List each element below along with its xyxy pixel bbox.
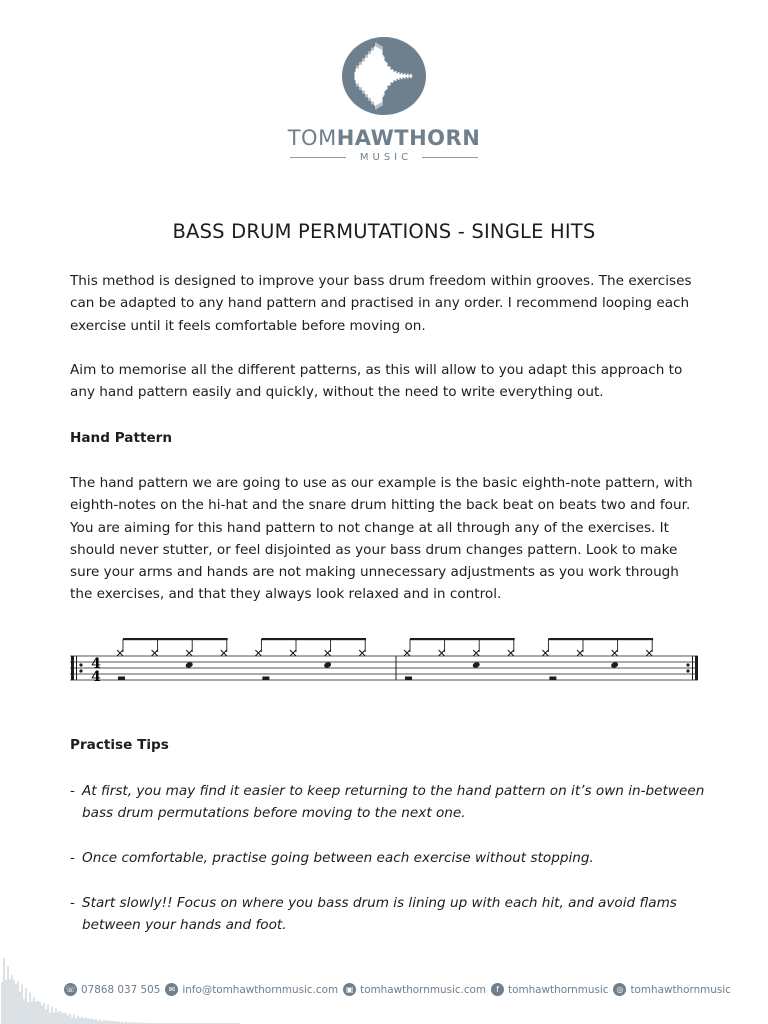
brand-name [0, 126, 768, 150]
snare-note [185, 661, 194, 668]
tip-text: Start slowly!! Focus on where you bass drum is lining up with each hit, and avoid flams between your hands and foot. [82, 895, 677, 934]
time-signature-bottom: 4 [91, 669, 101, 685]
list-item [70, 780, 710, 825]
footer-contacts [64, 983, 736, 996]
bass-drum-rest [118, 677, 125, 681]
waveform-decoration-icon [0, 928, 240, 1024]
repeat-bar-end [695, 656, 698, 680]
hihat-note [612, 650, 618, 656]
facebook-icon: f [491, 983, 504, 996]
instagram-text: tomhawthornmusic [630, 983, 731, 996]
hihat-note [117, 650, 123, 656]
hand-pattern-paragraph: The hand pattern we are going to use as our example is the basic eighth-note pattern, with eighth-notes on the hi-hat and the snare drum hitting the back beat on beats two and four. You are aiming for this hand pattern to not change at all through any of the exercises. It should never stutter, or feel disjointed as your bass drum changes pattern. Look to make sure your arms and hands are not making unnecessary adjustments as you work through the exercises, and that they always look relaxed and in control. [70, 475, 693, 603]
logo [0, 36, 768, 163]
hihat-note [542, 650, 548, 656]
list-bullet: - [70, 850, 75, 866]
hihat-note [577, 650, 583, 656]
website-icon: ▣ [343, 983, 356, 996]
hand-pattern-heading: Hand Pattern [70, 430, 173, 446]
waveform-logo-icon [341, 36, 427, 116]
repeat-dot [686, 669, 689, 672]
note-beam [548, 638, 653, 640]
bass-drum-rest [549, 677, 556, 681]
hihat-note [221, 650, 227, 656]
brand-sub-row [0, 152, 768, 163]
divider [422, 157, 478, 158]
footer-instagram[interactable] [613, 983, 730, 996]
email-icon: ✉ [165, 983, 178, 996]
hihat-note [152, 650, 158, 656]
hihat-note [290, 650, 296, 656]
repeat-bar-end-thin [692, 656, 693, 680]
footer-facebook[interactable] [491, 983, 608, 996]
intro-paragraph-1: This method is designed to improve your bass drum freedom within grooves. The exercises can be adapted to any hand pattern and practised in any order. I recommend looping each exercise until it feels comfortable before moving on. [70, 273, 692, 334]
repeat-bar-start-thin [76, 656, 77, 680]
drum-notation-staff [68, 632, 704, 688]
hihat-note [255, 650, 261, 656]
divider [290, 157, 346, 158]
snare-note [472, 661, 481, 668]
time-signature-top: 4 [91, 656, 101, 672]
note-beam [261, 638, 366, 640]
repeat-dot [686, 663, 689, 666]
brand-name-bold: HAWTHORN [336, 126, 481, 150]
practise-tips-heading: Practise Tips [70, 737, 169, 753]
hihat-note [325, 650, 331, 656]
footer-phone[interactable] [64, 983, 160, 996]
note-beam [410, 638, 515, 640]
hihat-note [186, 650, 192, 656]
list-bullet: - [70, 895, 75, 911]
hihat-note [508, 650, 514, 656]
brand-sub: MUSIC [359, 152, 413, 163]
facebook-text: tomhawthornmusic [508, 983, 609, 996]
hihat-note [473, 650, 479, 656]
repeat-dot [79, 663, 82, 666]
list-bullet: - [70, 783, 75, 799]
intro-paragraph-2: Aim to memorise all the different patterns, as this will allow to you adapt this approach to any hand pattern easily and quickly, without the need to write everything out. [70, 362, 683, 401]
website-text: tomhawthornmusic.com [360, 983, 487, 996]
hihat-note [404, 650, 410, 656]
tip-text: At first, you may find it easier to keep returning to the hand pattern on it’s own in-between bass drum permutations before moving to the next one. [82, 783, 705, 822]
bass-drum-rest [405, 677, 412, 681]
email-text: info@tomhawthornmusic.com [182, 983, 339, 996]
tip-text: Once comfortable, practise going between each exercise without stopping. [82, 850, 594, 866]
hihat-note [359, 650, 365, 656]
snare-note [610, 661, 619, 668]
phone-text: 07868 037 505 [81, 983, 161, 996]
bass-drum-rest [262, 677, 269, 681]
footer-email[interactable] [165, 983, 338, 996]
phone-icon: ☏ [65, 985, 76, 994]
instagram-icon: ◎ [613, 983, 626, 996]
snare-note [323, 661, 332, 668]
hihat-note [646, 650, 652, 656]
page-title: BASS DRUM PERMUTATIONS - SINGLE HITS [172, 220, 596, 243]
hihat-note [439, 650, 445, 656]
note-beam [123, 638, 228, 640]
list-item [70, 847, 710, 869]
brand-name-light: TOM [287, 126, 337, 150]
footer-website[interactable] [343, 983, 486, 996]
repeat-bar-start [71, 656, 74, 680]
repeat-dot [79, 669, 82, 672]
